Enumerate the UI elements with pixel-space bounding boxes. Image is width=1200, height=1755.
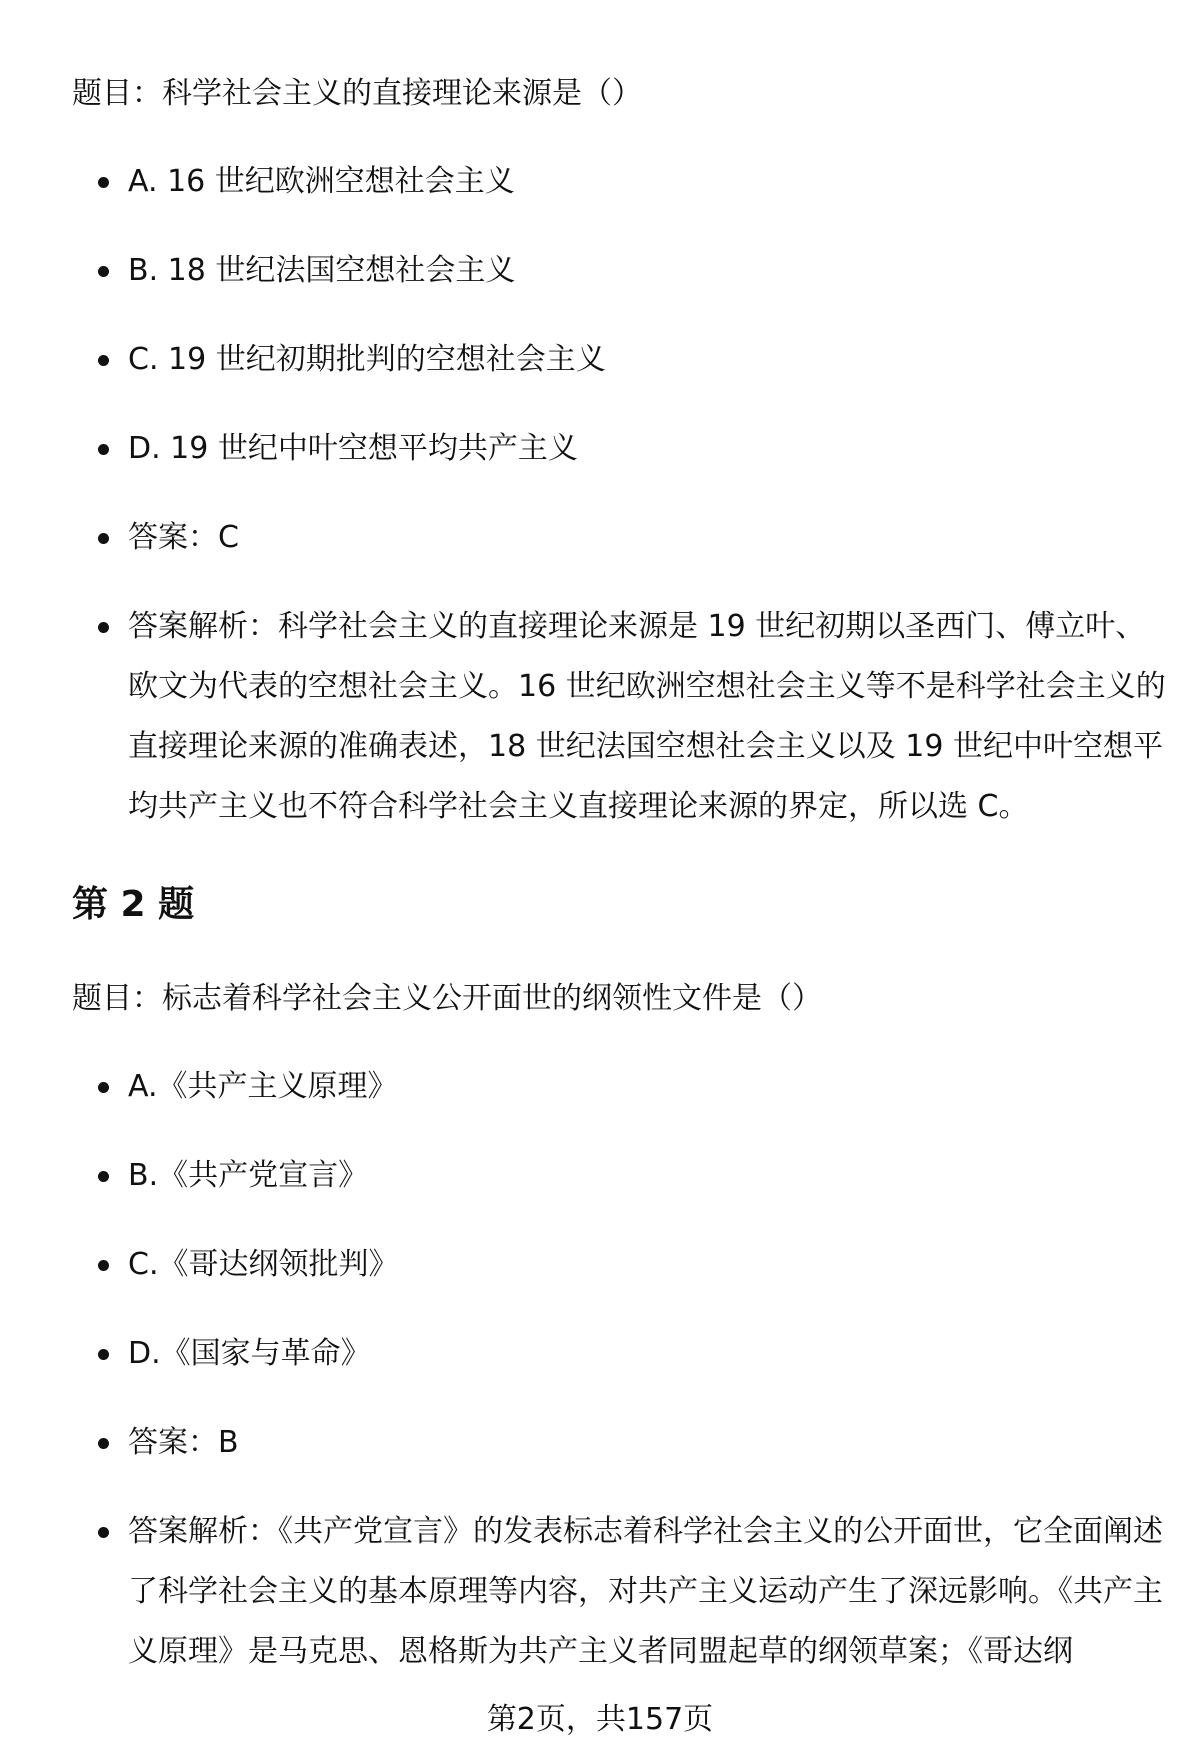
bullet-icon [98,1349,109,1360]
option-text: D.《国家与革命》 [128,1336,371,1371]
question-1-option-c [72,330,1172,390]
option-text: B.《共产党宣言》 [128,1158,369,1193]
question-1-option-a [72,152,1172,212]
explanation-text: 答案解析：《共产党宣言》的发表标志着科学社会主义的公开面世，它全面阐述了科学社会主义的基本原理等内容，对共产主义运动产生了深远影响。《共产主义原理》是马克思、恩格斯为共产主义者同盟起草的纲领草案；《哥达纲 [128,1514,1163,1669]
question-1-stem: 题目：科学社会主义的直接理论来源是（） [72,76,642,111]
bullet-icon [98,533,109,544]
question-2-title: 第 2 题 [72,884,195,925]
question-2-answer [72,1413,1172,1473]
answer-text: 答案：B [128,1425,239,1460]
option-text: C. 19 世纪初期批判的空想社会主义 [128,342,606,377]
question-2-stem: 题目：标志着科学社会主义公开面世的纲领性文件是（） [72,981,822,1016]
question-2-list [72,1057,1200,1682]
option-text: A. 16 世纪欧洲空想社会主义 [128,164,515,199]
bullet-icon [98,1438,109,1449]
bullet-icon [98,1171,109,1182]
bullet-icon [98,1260,109,1271]
question-2-option-a [72,1057,1172,1117]
bullet-icon [98,622,109,633]
explanation-text: 答案解析：科学社会主义的直接理论来源是 19 世纪初期以圣西门、傅立叶、欧文为代表的空想社会主义。16 世纪欧洲空想社会主义等不是科学社会主义的直接理论来源的准确表述，18 世纪法国空想社会主义以及 19 世纪中叶空想平均共产主义也不符合科学社会主义直接理论来源的界定，所以选 C。 [128,609,1166,824]
question-1-option-b [72,241,1172,301]
bullet-icon [98,444,109,455]
question-1-answer [72,508,1172,568]
question-2-explanation [72,1502,1172,1682]
question-2-option-b [72,1146,1172,1206]
page-footer: 第2页，共157页 [486,1702,714,1737]
option-text: B. 18 世纪法国空想社会主义 [128,253,516,288]
question-2-option-c [72,1235,1172,1295]
question-1-list [72,152,1200,837]
bullet-icon [98,1082,109,1093]
question-2-option-d [72,1324,1172,1384]
question-1-option-d [72,419,1172,479]
bullet-icon [98,355,109,366]
question-1-explanation [72,597,1172,837]
option-text: C.《哥达纲领批判》 [128,1247,399,1282]
bullet-icon [98,1527,109,1538]
bullet-icon [98,177,109,188]
option-text: D. 19 世纪中叶空想平均共产主义 [128,431,578,466]
answer-text: 答案：C [128,520,239,555]
option-text: A.《共产主义原理》 [128,1069,398,1104]
bullet-icon [98,266,109,277]
